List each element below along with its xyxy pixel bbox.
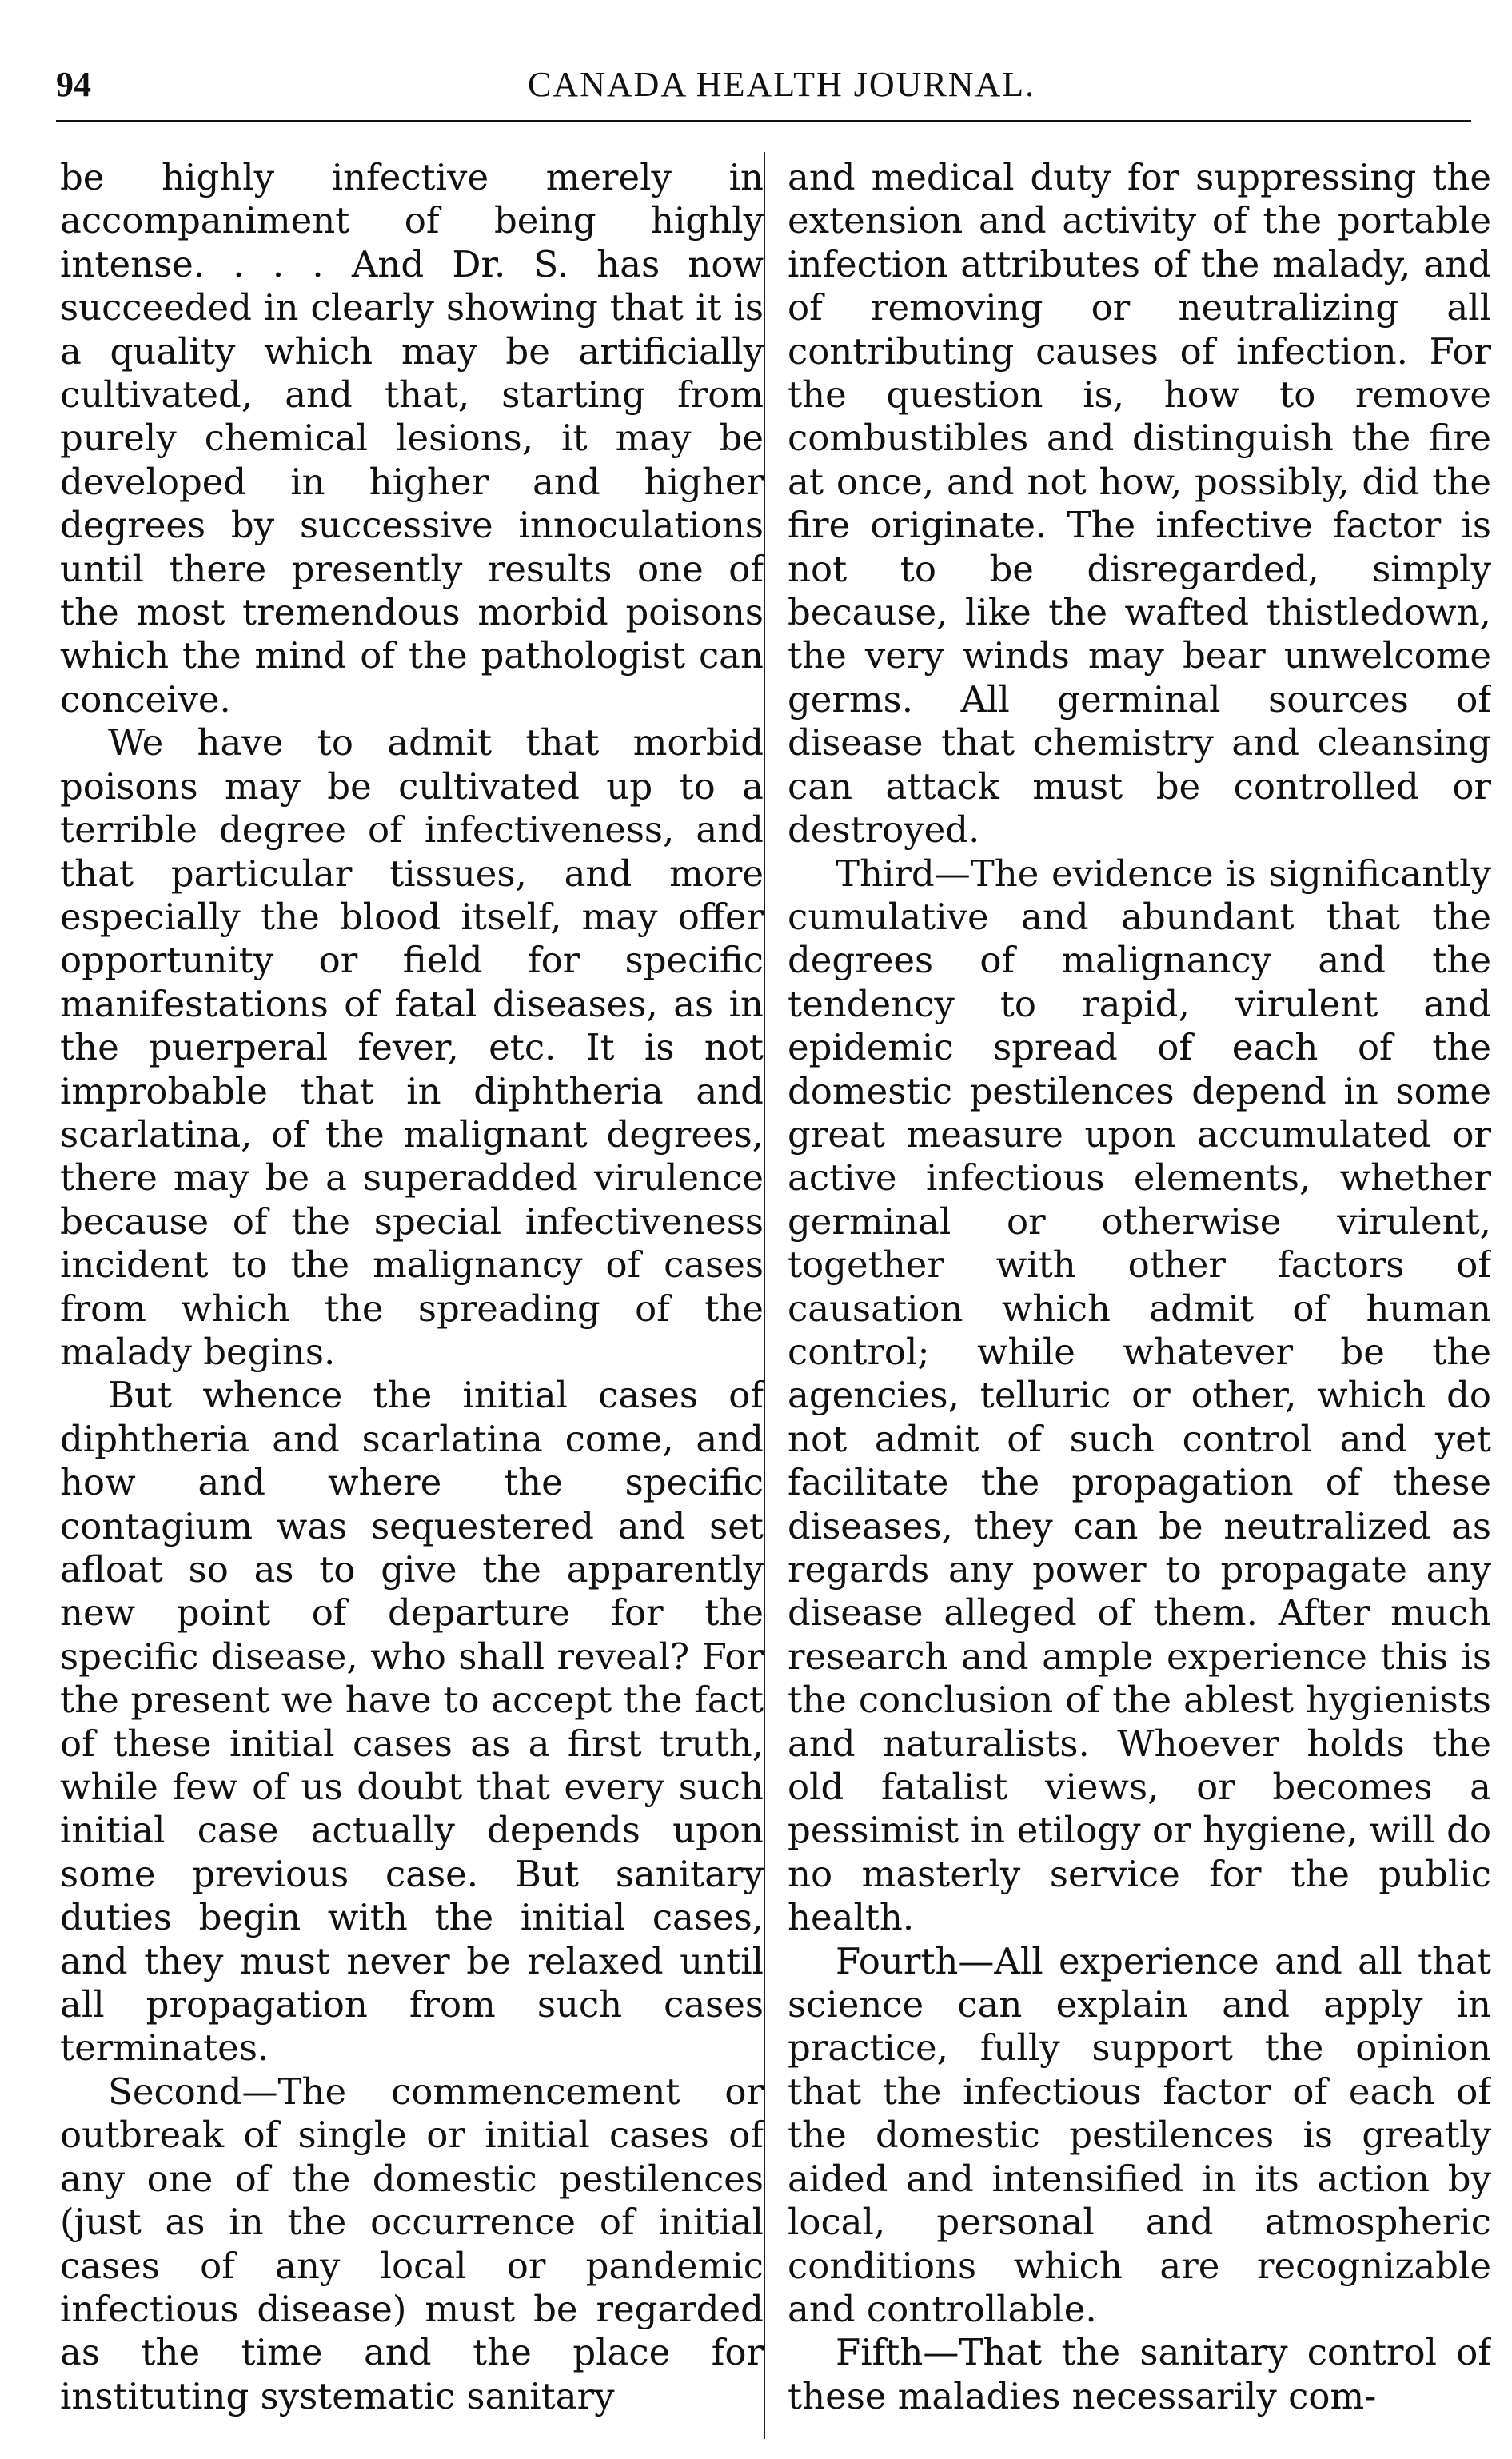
paragraph: We have to admit that morbid poisons may be cultivated up to a terrible degree of infectiveness, and that particular tissues, and more especially the blood itself, may offer opportunity or field for specific manifestations of fatal diseases, as in the puerperal fever, etc. It is not improbable that in diphtheria and scarlatina, of the malignant degrees, there may be a superadded virulence because of the special infectiveness incident to the malignancy of cases from which the spreading of the malady begins. (60, 721, 764, 1373)
paragraph: be highly infective merely in accompaniment of being highly intense. . . . And Dr. S. has now succeeded in clearly showing that it is a quality which may be artificially cultivated, and that, starting from purely chemical lesions, it may be developed in higher and higher degrees by successive innoculations until there presently results one of the most tremendous morbid poisons which the mind of the pathologist can conceive. (60, 156, 764, 721)
paragraph: Fourth—All experience and all that science can explain and apply in practice, fully support the opinion that the infectious factor of each of the domestic pestilences is greatly aided and intensified in its action by local, personal and atmospheric conditions which are recognizable and controllable. (788, 1939, 1491, 2330)
header-rule (56, 120, 1471, 122)
column-divider (764, 152, 765, 2439)
right-column (788, 156, 1491, 2443)
paragraph: Fifth—That the sanitary control of these maladies necessarily com- (788, 2331, 1491, 2417)
paragraph: Third—The evidence is significantly cumulative and abundant that the degrees of malignancy and the tendency to rapid, virulent and epidemic spread of each of the domestic pestilences depend in some great measure upon accumulated or active infectious elements, whether germinal or otherwise virulent, together with other factors of causation which admit of human control; while whatever be the agencies, telluric or other, which do not admit of such control and yet facilitate the propagation of these diseases, they can be neutralized as regards any power to propagate any disease alleged of them. After much research and ample experience this is the conclusion of the ablest hygienists and naturalists. Whoever holds the old fatalist views, or becomes a pessimist in etilogy or hygiene, will do no masterly service for the public health. (788, 852, 1491, 1939)
page-number: 94 (56, 65, 91, 104)
paragraph: and medical duty for suppressing the extension and activity of the portable infection attributes of the malady, and of removing or neutralizing all contributing causes of infection. For the question is, how to remove combustibles and distinguish the fire at once, and not how, possibly, did the fire originate. The infective factor is not to be disregarded, simply because, like the wafted thistledown, the very winds may bear unwelcome germs. All germinal sources of disease that chemistry and cleansing can attack must be controlled or destroyed. (788, 156, 1491, 852)
paragraph: But whence the initial cases of diphtheria and scarlatina come, and how and where the specific contagium was sequestered and set afloat so as to give the apparently new point of departure for the specific disease, who shall reveal? For the present we have to accept the fact of these initial cases as a first truth, while few of us doubt that every such initial case actually depends upon some previous case. But sanitary duties begin with the initial cases, and they must never be relaxed until all propagation from such cases terminates. (60, 1374, 764, 2070)
running-title: CANADA HEALTH JOURNAL. (528, 65, 1036, 104)
left-column (60, 156, 764, 2443)
paragraph: Second—The commencement or outbreak of single or initial cases of any one of the domestic pestilences (just as in the occurrence of initial cases of any local or pandemic infectious disease) must be regarded as the time and the place for instituting systematic sanitary (60, 2070, 764, 2417)
page-header (56, 64, 1479, 128)
